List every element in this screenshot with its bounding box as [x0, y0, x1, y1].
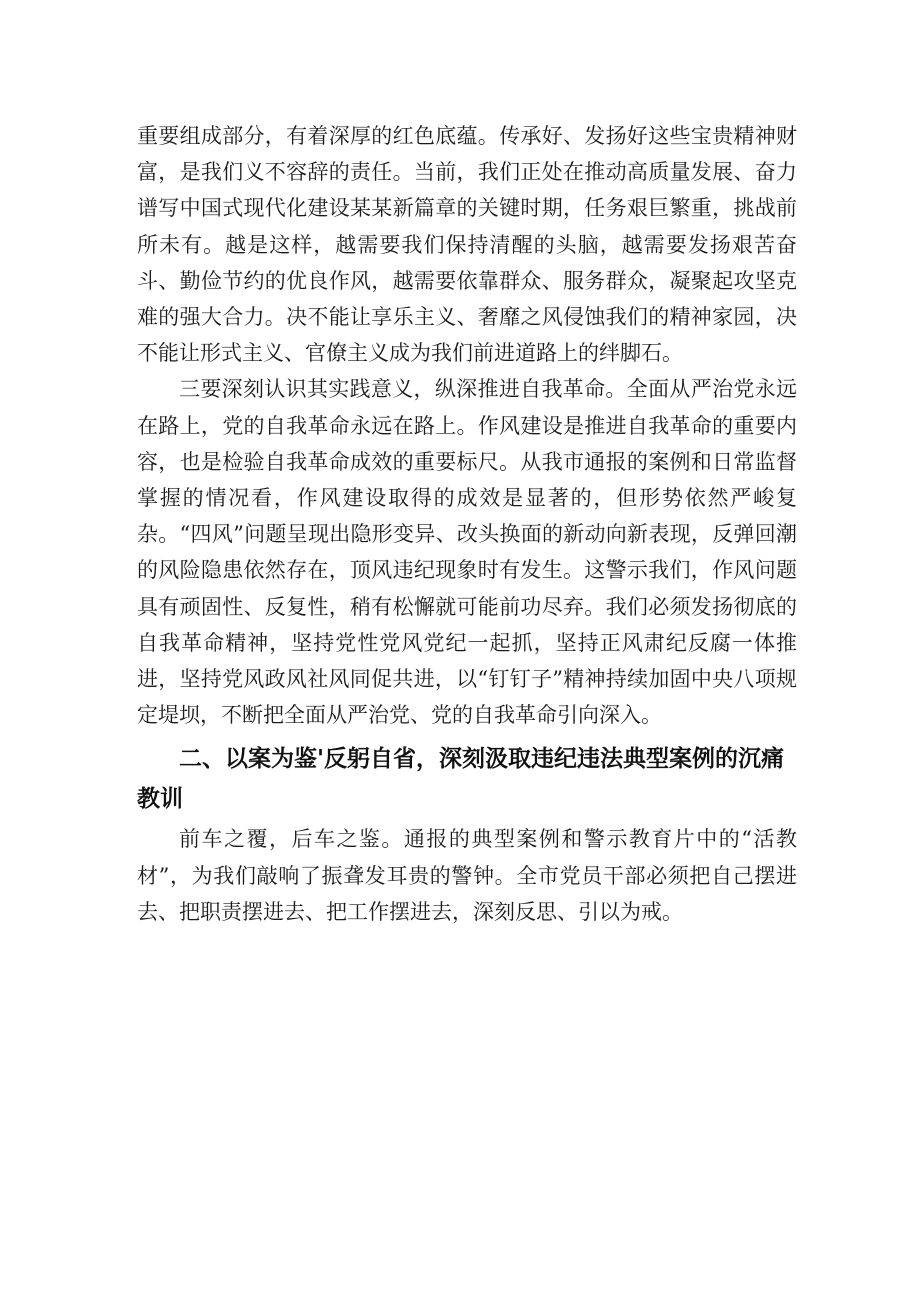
paragraph-closing: 前车之覆，后车之鉴。通报的典型案例和警示教育片中的“活教材”，为我们敲响了振聋发耳贵的警钟。全市党员干部必须把自己摆进去、把职责摆进去、把工作摆进去，深刻反思、引以为戒。	[137, 827, 797, 924]
section-heading: 二、以案为鉴'反躬自省，深刻汲取违纪违法典型案例的沉痛教训	[137, 746, 785, 813]
paragraph-third-point: 三要深刻认识其实践意义，纵深推进自我革命。全面从严治党永远在路上，党的自我革命永远在路上。作风建设是推进自我革命的重要内容，也是检验自我革命成效的重要标尺。从我市通报的案例和日常监督掌握的情况看，作风建设取得的成效是显著的，但形势依然严峻复杂。“四风”问题呈现出隐形变异、改头换面的新动向新表现，反弹回潮的风险隐患依然存在，顶风违纪现象时有发生。这警示我们，作风问题具有顽固性、反复性，稍有松懈就可能前功尽弃。我们必须发扬彻底的自我革命精神，坚持党性党风党纪一起抓，坚持正风肃纪反腐一体推进，坚持党风政风社风同促共进，以“钉钉子”精神持续加固中央八项规定堤坝，不断把全面从严治党、党的自我革命引向深入。	[137, 377, 797, 728]
paragraph-continuation: 重要组成部分，有着深厚的红色底蕴。传承好、发扬好这些宝贵精神财富，是我们义不容辞的责任。当前，我们正处在推动高质量发展、奋力谱写中国式现代化建设某某新篇章的关键时期，任务艰巨繁重，挑战前所未有。越是这样，越需要我们保持清醒的头脑，越需要发扬艰苦奋斗、勤俭节约的优良作风，越需要依靠群众、服务群众，凝聚起攻坚克难的强大合力。决不能让享乐主义、奢靡之风侵蚀我们的精神家园，决不能让形式主义、官僚主义成为我们前进道路上的绊脚石。	[137, 124, 797, 366]
document-body	[137, 118, 797, 930]
